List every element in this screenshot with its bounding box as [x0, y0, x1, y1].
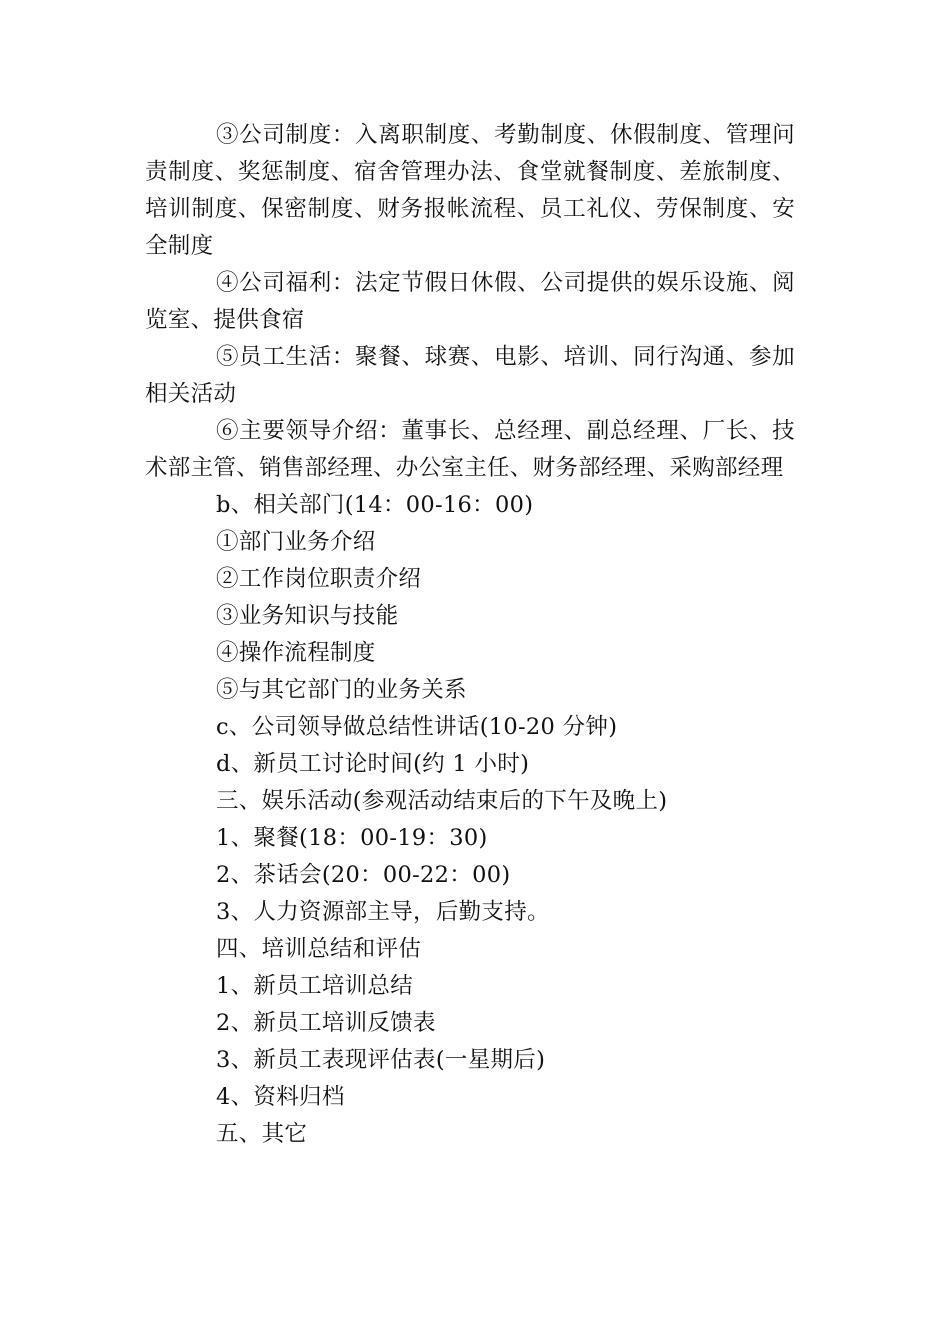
list-item: ④操作流程制度 [216, 640, 376, 666]
section-heading-other: 五、其它 [216, 1121, 308, 1147]
section-heading-entertainment: 三、娱乐活动(参观活动结束后的下午及晚上) [216, 788, 668, 814]
list-item: ⑤与其它部门的业务关系 [216, 677, 467, 703]
employee-life-paragraph: ⑤员工生活：聚餐、球赛、电影、培训、同行沟通、参加相关活动 [145, 344, 795, 407]
leader-summary-item: c、公司领导做总结性讲话(10-20 分钟) [216, 714, 618, 740]
list-item: 2、茶话会(20：00-22：00) [216, 862, 511, 888]
company-policies-paragraph: ③公司制度：入离职制度、考勤制度、休假制度、管理问责制度、奖惩制度、宿舍管理办法、食堂就餐制度、差旅制度、培训制度、保密制度、财务报帐流程、员工礼仪、劳保制度、安全制度 [145, 122, 795, 259]
list-item: 3、人力资源部主导，后勤支持。 [216, 899, 550, 925]
list-item: 1、聚餐(18：00-19：30) [216, 825, 488, 851]
list-item: 3、新员工表现评估表(一星期后) [216, 1047, 546, 1073]
list-item: 4、资料归档 [216, 1084, 345, 1110]
section-heading-evaluation: 四、培训总结和评估 [216, 936, 422, 962]
list-item: 2、新员工培训反馈表 [216, 1010, 436, 1036]
list-item: ③业务知识与技能 [216, 603, 399, 629]
list-item: ②工作岗位职责介绍 [216, 566, 422, 592]
list-item: ①部门业务介绍 [216, 529, 376, 555]
list-item: 1、新员工培训总结 [216, 973, 414, 999]
discussion-time-item: d、新员工讨论时间(约 1 小时) [216, 751, 530, 777]
document-page [145, 117, 795, 1153]
related-departments-heading: b、相关部门(14：00-16：00) [216, 492, 534, 518]
company-benefits-paragraph: ④公司福利：法定节假日休假、公司提供的娱乐设施、阅览室、提供食宿 [145, 270, 795, 333]
leadership-intro-paragraph: ⑥主要领导介绍：董事长、总经理、副总经理、厂长、技术部主管、销售部经理、办公室主任、财务部经理、采购部经理 [145, 418, 795, 481]
